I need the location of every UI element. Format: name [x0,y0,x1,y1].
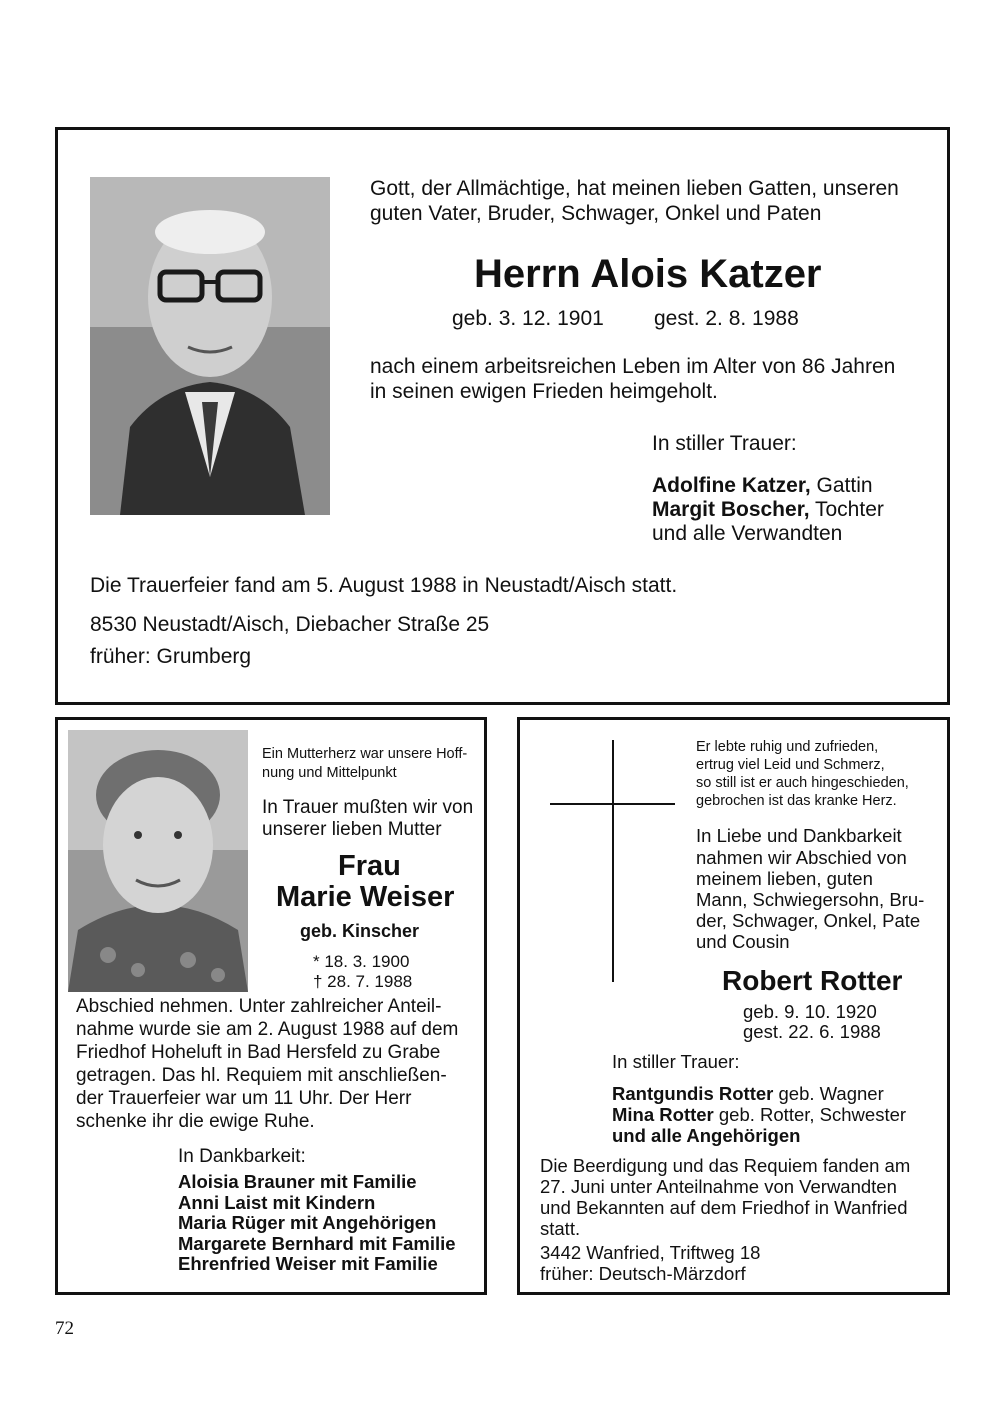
birth-date: geb. 3. 12. 1901 [452,307,604,330]
text-line-1: nach einem arbeitsreichen Leben im Alter von 86 Jahren [370,355,896,378]
cross-icon [550,740,675,982]
mourner-1 [612,1083,884,1105]
poem-line-3: so still ist er auch hingeschieden, [696,775,909,791]
former-residence: früher: Grumberg [90,645,252,668]
mourner-2 [612,1104,906,1126]
cross-horizontal [550,803,675,805]
quote-line-1: Ein Mutterherz war unsere Hoff- [262,746,468,762]
intro-line-1: Gott, der Allmächtige, hat meinen lieben Gatten, unseren [370,177,899,200]
address: 3442 Wanfried, Triftweg 18 [540,1242,761,1263]
former-residence: früher: Deutsch-Märzdorf [540,1263,746,1284]
text-line-1: Abschied nehmen. Unter zahlreicher Anteil- [76,996,442,1017]
mourning-label: In stiller Trauer: [612,1051,740,1072]
deceased-name: Herrn Alois Katzer [474,252,822,296]
mourner-relation: Tochter [809,498,884,521]
portrait-photo-weiser [68,730,248,992]
mourner-2 [652,498,884,522]
mourning-label: In stiller Trauer: [652,432,797,455]
intro-line-2: guten Vater, Bruder, Schwager, Onkel und Paten [370,202,822,225]
text-line-6: und Cousin [696,931,790,952]
honorific: Frau [338,850,401,882]
mourner-name: Adolfine Katzer, [652,474,811,497]
birth-date: * 18. 3. 1900 [313,952,410,971]
death-date: gest. 22. 6. 1988 [743,1021,881,1042]
text-line-3: Friedhof Hoheluft in Bad Hersfeld zu Grabe [76,1042,441,1063]
mourner-name: Mina Rotter [612,1104,714,1125]
man-portrait-icon [90,177,330,515]
poem-line-4: gebrochen ist das kranke Herz. [696,793,897,809]
funeral-line-4: statt. [540,1218,581,1239]
funeral-info: Die Trauerfeier fand am 5. August 1988 in Neustadt/Aisch statt. [90,574,678,597]
intro-line-1: In Trauer mußten wir von [262,797,474,818]
text-line-2: in seinen ewigen Frieden heimgeholt. [370,380,718,403]
deceased-name: Robert Rotter [722,965,903,996]
text-line-4: Mann, Schwiegersohn, Bru- [696,889,925,910]
mourner-relation: geb. Wagner [773,1083,884,1104]
text-line-6: schenke ihr die ewige Ruhe. [76,1111,315,1132]
mourner: Anni Laist mit Kindern [178,1191,376,1213]
funeral-line-2: 27. Juni unter Anteilnahme von Verwandten [540,1176,897,1197]
mourner-1 [652,474,873,498]
mourner: Margarete Bernhard mit Familie [178,1232,456,1254]
text-line-5: der, Schwager, Onkel, Pate [696,910,921,931]
text-line-5: der Trauerfeier war um 11 Uhr. Der Herr [76,1088,412,1109]
thanks-label: In Dankbarkeit: [178,1146,306,1167]
funeral-line-3: und Bekannten auf dem Friedhof in Wanfried [540,1197,908,1218]
mourner-relation: und alle Verwandten [652,522,843,545]
maiden-name: geb. Kinscher [300,921,420,941]
portrait-photo-katzer [90,177,330,515]
text-line-3: meinem lieben, guten [696,868,873,889]
mourner: Ehrenfried Weiser mit Familie [178,1253,438,1274]
mourner-3 [612,1125,800,1147]
funeral-line-1: Die Beerdigung und das Requiem fanden am [540,1155,911,1176]
text-line-1: In Liebe und Dankbarkeit [696,825,902,846]
mourner: Aloisia Brauner mit Familie [178,1171,417,1192]
mourner-3 [652,522,842,546]
text-line-2: nahme wurde sie am 2. August 1988 auf dem [76,1019,459,1040]
mourner-name: und alle Angehörigen [612,1125,801,1146]
woman-portrait-icon [68,730,248,992]
page-number: 72 [55,1318,74,1339]
intro-line-2: unserer lieben Mutter [262,819,442,840]
mourner-name: Margit Boscher, [652,498,810,521]
text-line-4: getragen. Das hl. Requiem mit anschließen- [76,1065,447,1086]
quote-line-2: nung und Mittelpunkt [262,765,397,781]
mourner-relation: geb. Rotter, Schwester [713,1104,907,1125]
birth-date: geb. 9. 10. 1920 [743,1001,877,1022]
death-date: gest. 2. 8. 1988 [654,307,799,330]
deceased-name: Marie Weiser [276,881,455,913]
mourner: Maria Rüger mit Angehörigen [178,1212,437,1233]
cross-vertical [612,740,614,982]
mourner-name: Rantgundis Rotter [612,1083,774,1104]
address: 8530 Neustadt/Aisch, Diebacher Straße 25 [90,613,490,636]
poem-line-1: Er lebte ruhig und zufrieden, [696,739,879,755]
mourner-relation: Gattin [810,474,873,497]
mourner-list [178,1172,456,1275]
death-date: † 28. 7. 1988 [313,972,413,991]
text-line-2: nahmen wir Abschied von [696,847,907,868]
poem-line-2: ertrug viel Leid und Schmerz, [696,757,885,773]
